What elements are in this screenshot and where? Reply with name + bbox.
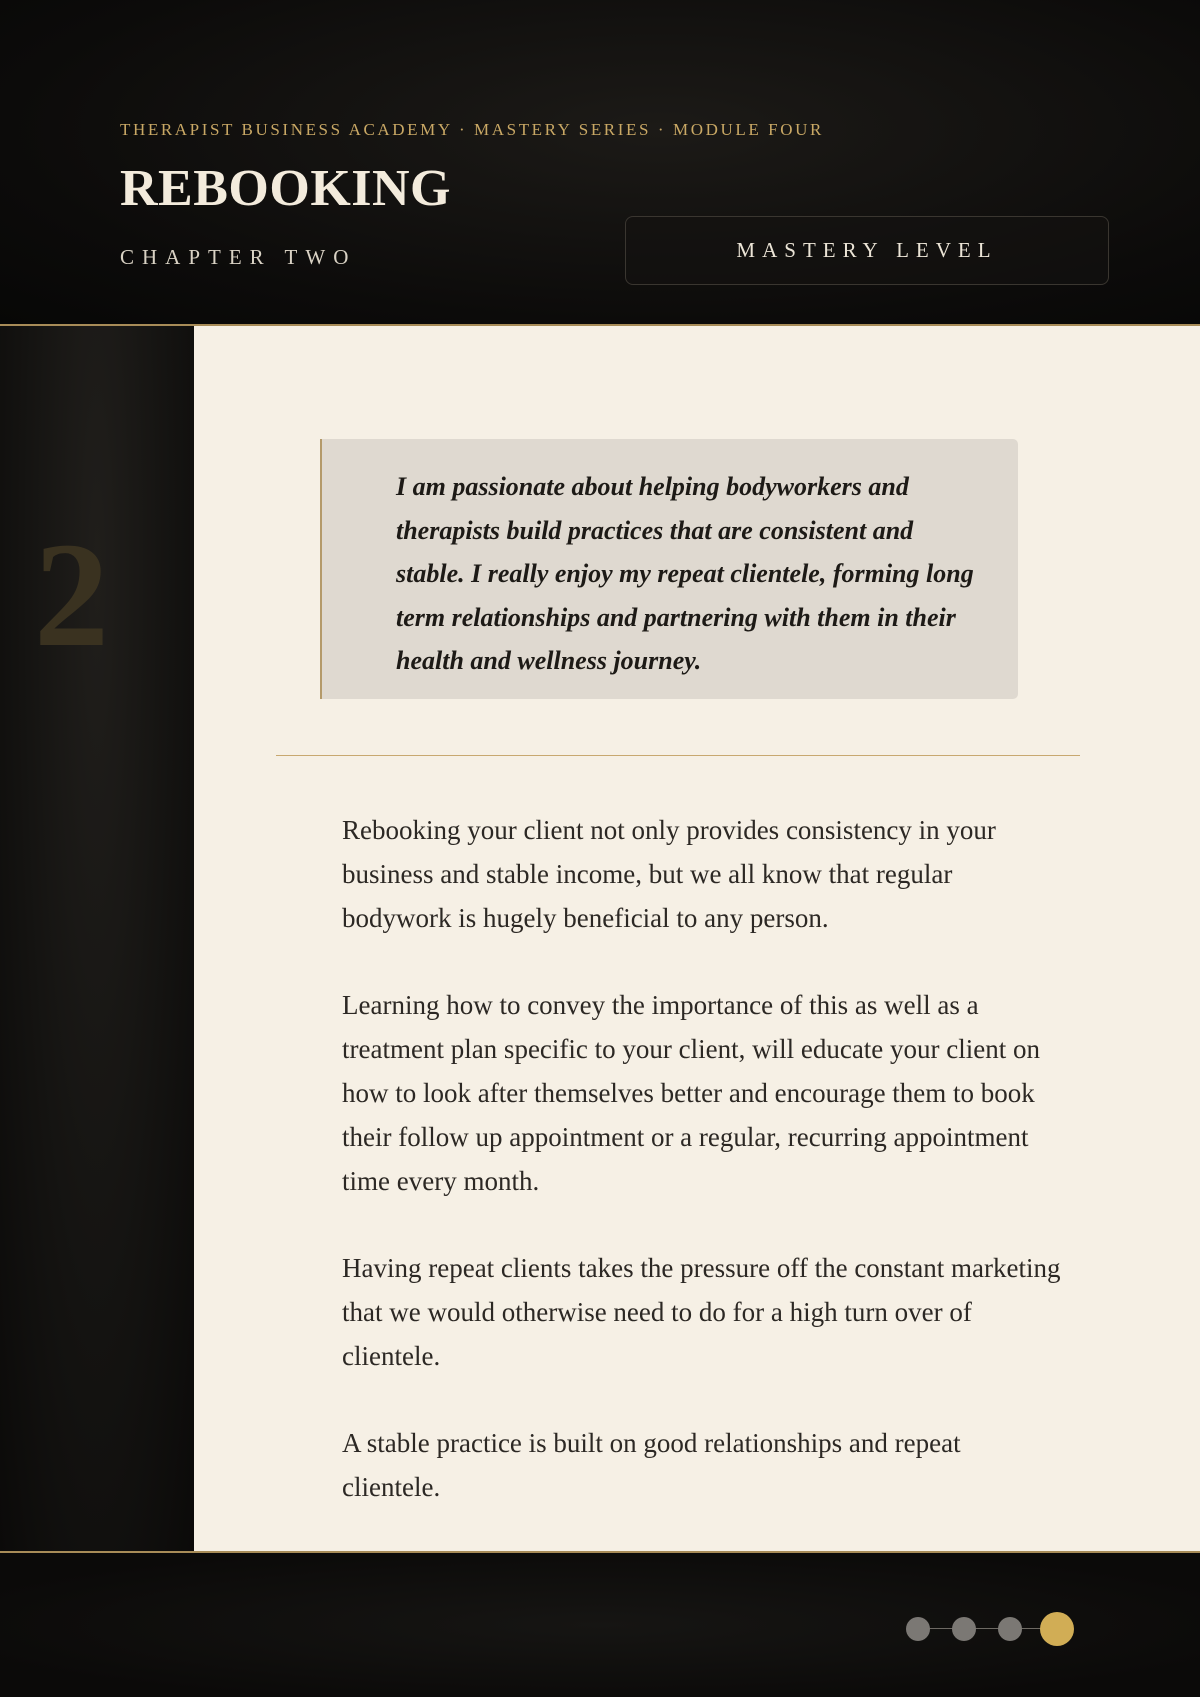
content-divider bbox=[276, 755, 1080, 756]
chapter-number: 2 bbox=[34, 512, 109, 678]
page-title: REBOOKING bbox=[120, 160, 451, 217]
series-eyebrow: THERAPIST BUSINESS ACADEMY · MASTERY SERIES · MODULE FOUR bbox=[120, 120, 824, 139]
chapter-subtitle: CHAPTER TWO bbox=[120, 245, 357, 269]
page-indicator-line bbox=[918, 1628, 1058, 1629]
page-indicator bbox=[904, 1612, 1074, 1646]
quote-text: I am passionate about helping bodyworkers and therapists build practices that are consistent and stable. I really enjoy my repeat clientele, forming long term relationships and partnering with them in their health and wellness journey. bbox=[396, 472, 974, 675]
level-badge bbox=[625, 216, 1109, 285]
page-dot-1[interactable] bbox=[906, 1617, 930, 1641]
body-text bbox=[342, 808, 1062, 1552]
level-badge-label: MASTERY LEVEL bbox=[736, 238, 998, 262]
body-paragraph: Having repeat clients takes the pressure off the constant marketing that we would otherwise need to do for a high turn over of clientele. bbox=[342, 1253, 1061, 1371]
page-dot-3[interactable] bbox=[998, 1617, 1022, 1641]
sidebar bbox=[0, 326, 194, 1551]
page-dot-2[interactable] bbox=[952, 1617, 976, 1641]
body-paragraph: Rebooking your client not only provides consistency in your business and stable income, but we all know that regular bodywork is hugely beneficial to any person. bbox=[342, 815, 996, 933]
body-paragraph: Learning how to convey the importance of this as well as a treatment plan specific to your client, will educate your client on how to look after themselves better and encourage them to book their follow up appointment or a regular, recurring appointment time every month. bbox=[342, 990, 1041, 1196]
header bbox=[0, 0, 1200, 324]
page-dot-4-active[interactable] bbox=[1040, 1612, 1074, 1646]
quote-box bbox=[320, 439, 1018, 699]
body-paragraph: A stable practice is built on good relationships and repeat clientele. bbox=[342, 1428, 961, 1502]
